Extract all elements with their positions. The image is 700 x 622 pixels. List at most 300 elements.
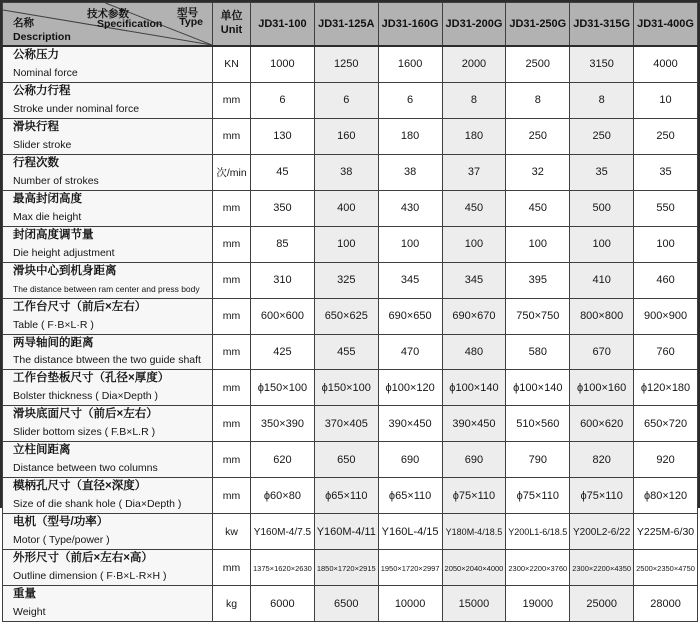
spec-cell: [442, 478, 506, 514]
row-label-zh: 外形尺寸（前后×左右×高）: [13, 552, 153, 565]
spec-value: 370×405: [324, 417, 368, 430]
spec-cell: [634, 514, 698, 550]
spec-cell: [378, 478, 442, 514]
spec-cell: [442, 550, 506, 586]
spec-cell: [442, 190, 506, 226]
spec-value: 32: [531, 166, 544, 179]
row-label: [3, 82, 213, 118]
spec-value: 38: [340, 166, 353, 179]
table-row: [3, 478, 698, 514]
spec-value: 310: [273, 274, 292, 287]
table-row: [3, 46, 698, 82]
row-label-en: Bolster thickness ( Dia×Depth ): [13, 390, 159, 403]
spec-value: 920: [656, 453, 675, 466]
table-row: [3, 262, 698, 298]
row-label: [3, 370, 213, 406]
row-label-zh: 两导轴间的距离: [13, 336, 94, 349]
spec-value: 160: [337, 130, 356, 143]
spec-value: 390×450: [452, 417, 496, 430]
spec-value: 580: [528, 345, 547, 358]
spec-value: 1600: [397, 58, 423, 71]
unit-value: mm: [222, 310, 241, 323]
spec-cell: [314, 370, 378, 406]
spec-value: 790: [528, 453, 547, 466]
spec-cell: [442, 82, 506, 118]
spec-cell: [570, 586, 634, 622]
spec-cell: [506, 514, 570, 550]
row-label-zh: 公称力行程: [13, 84, 71, 97]
spec-value: 425: [273, 345, 292, 358]
table-row: [3, 82, 698, 118]
spec-cell: [570, 226, 634, 262]
spec-value: ϕ75×110: [580, 489, 623, 502]
row-label-zh: 滑块行程: [13, 120, 59, 133]
row-label: [3, 190, 213, 226]
spec-cell: [570, 190, 634, 226]
table-row: [3, 298, 698, 334]
spec-cell: [378, 46, 442, 82]
spec-value: ϕ150×100: [257, 381, 308, 394]
spec-value: 100: [656, 238, 675, 251]
corner-name-label-zh: 名称: [13, 17, 34, 29]
spec-value: 670: [592, 345, 611, 358]
spec-value: 1850×1720×2915: [316, 563, 376, 573]
spec-cell: [634, 46, 698, 82]
spec-cell: [634, 298, 698, 334]
table-row: [3, 514, 698, 550]
row-label: [3, 550, 213, 586]
row-label-en: Size of die shank hole ( Dia×Depth ): [13, 498, 182, 511]
spec-value: Y180M-4/18.5: [445, 526, 503, 537]
spec-value: 550: [656, 202, 675, 215]
spec-value: 45: [276, 166, 289, 179]
unit-header-zh: 单位: [220, 10, 243, 23]
unit-cell: [213, 298, 251, 334]
spec-cell: [378, 406, 442, 442]
spec-value: 690: [400, 453, 420, 466]
unit-cell: [213, 442, 251, 478]
spec-cell: [634, 154, 698, 190]
spec-cell: [634, 226, 698, 262]
spec-value: 900×900: [643, 310, 688, 323]
spec-cell: [506, 406, 570, 442]
spec-value: 85: [276, 238, 289, 251]
unit-header-en: Unit: [220, 24, 243, 36]
row-label-en: Slider bottom sizes ( F.B×L.R ): [13, 426, 156, 439]
column-header-jd31-160g: JD31-160G: [378, 3, 442, 47]
spec-value: Y160M-4/7.5: [253, 526, 312, 538]
table-row: [3, 190, 698, 226]
table-row: [3, 370, 698, 406]
spec-cell: [634, 334, 698, 370]
row-label: [3, 334, 213, 370]
spec-cell: [570, 118, 634, 154]
spec-cell: [378, 550, 442, 586]
spec-cell: [506, 586, 570, 622]
spec-cell: [442, 586, 506, 622]
row-label-en: Die height adjustment: [13, 246, 115, 259]
table-row: [3, 118, 698, 154]
row-label-en: Stroke under nominal force: [13, 102, 140, 115]
spec-value: 100: [528, 238, 547, 251]
spec-cell: [314, 82, 378, 118]
spec-cell: [634, 586, 698, 622]
unit-cell: [213, 82, 251, 118]
spec-cell: [314, 262, 378, 298]
spec-cell: [570, 370, 634, 406]
unit-value: mm: [222, 561, 241, 574]
unit-cell: [213, 334, 251, 370]
spec-value: 650×720: [643, 417, 688, 430]
unit-cell: [213, 370, 251, 406]
unit-cell: [213, 46, 251, 82]
spec-cell: [251, 550, 315, 586]
spec-cell: [314, 46, 378, 82]
unit-value: kw: [225, 525, 238, 538]
spec-cell: [442, 514, 506, 550]
spec-value: 250: [528, 130, 547, 143]
spec-cell: [634, 262, 698, 298]
spec-value: 100: [337, 238, 356, 251]
spec-value: 6500: [334, 597, 359, 610]
spec-value: 28000: [650, 597, 681, 610]
spec-cell: [506, 226, 570, 262]
row-label-en: Slider stroke: [13, 138, 72, 151]
spec-cell: [378, 370, 442, 406]
unit-cell: [213, 118, 251, 154]
spec-value: 325: [337, 274, 356, 287]
spec-cell: [506, 334, 570, 370]
row-label: [3, 118, 213, 154]
spec-cell: [634, 118, 698, 154]
unit-cell: [213, 550, 251, 586]
row-label-zh: 重量: [13, 588, 36, 601]
spec-value: Y200L1-6/18.5: [508, 526, 568, 537]
spec-value: 455: [337, 345, 356, 358]
spec-cell: [314, 154, 378, 190]
row-label-en: Weight: [13, 606, 46, 618]
spec-cell: [314, 190, 378, 226]
unit-value: mm: [222, 417, 241, 430]
column-header-jd31-315g: JD31-315G: [570, 3, 634, 47]
spec-cell: [634, 478, 698, 514]
spec-cell: [442, 442, 506, 478]
spec-cell: [634, 190, 698, 226]
table-row: [3, 406, 698, 442]
spec-value: 690: [464, 453, 484, 466]
spec-value: Y160M-4/11: [316, 525, 376, 538]
spec-cell: [442, 298, 506, 334]
spec-value: 430: [400, 202, 420, 215]
spec-cell: [314, 334, 378, 370]
spec-cell: [506, 82, 570, 118]
row-label-en: The distance btween the two guide shaft: [13, 354, 201, 367]
spec-cell: [378, 154, 442, 190]
row-label: [3, 298, 213, 334]
spec-cell: [314, 550, 378, 586]
spec-cell: [570, 334, 634, 370]
unit-cell: [213, 514, 251, 550]
spec-cell: [251, 478, 315, 514]
spec-value: 2500×2350×4750: [636, 563, 695, 573]
spec-value: 1375×1620×2630: [253, 563, 312, 573]
column-header-jd31-200g: JD31-200G: [442, 3, 506, 47]
spec-value: 510×560: [516, 417, 560, 430]
spec-cell: [378, 334, 442, 370]
row-label-en: Nominal force: [13, 66, 78, 79]
spec-cell: [251, 298, 315, 334]
spec-value: 800×800: [580, 310, 624, 323]
spec-cell: [314, 226, 378, 262]
spec-value: 6: [279, 94, 286, 107]
spec-value: 820: [592, 453, 611, 466]
spec-cell: [251, 262, 315, 298]
row-label: [3, 442, 213, 478]
spec-value: 3150: [589, 58, 614, 71]
spec-cell: [570, 46, 634, 82]
unit-value: mm: [222, 345, 241, 358]
unit-value: mm: [222, 489, 241, 502]
spec-value: 38: [403, 166, 417, 179]
spec-cell: [251, 82, 315, 118]
unit-value: mm: [222, 453, 241, 466]
spec-cell: [570, 478, 634, 514]
row-label-zh: 封闭高度调节量: [13, 228, 94, 241]
spec-value: 2050×2040×4000: [444, 563, 504, 573]
spec-value: 2000: [461, 58, 487, 71]
spec-value: 480: [464, 345, 484, 358]
spec-value: 690×650: [388, 310, 432, 323]
spec-value: 390×450: [388, 417, 432, 430]
row-label: [3, 226, 213, 262]
spec-cell: [442, 118, 506, 154]
spec-cell: [506, 478, 570, 514]
spec-cell: [314, 118, 378, 154]
spec-cell: [634, 550, 698, 586]
spec-value: 4000: [653, 58, 678, 71]
spec-value: 19000: [522, 597, 554, 610]
spec-cell: [378, 514, 442, 550]
spec-value: Y160L-4/15: [381, 525, 439, 538]
spec-cell: [314, 442, 378, 478]
spec-value: 8: [534, 94, 541, 107]
table-row: [3, 586, 698, 622]
spec-cell: [506, 46, 570, 82]
spec-value: 8: [470, 94, 478, 107]
spec-value: 100: [400, 238, 420, 251]
spec-value: 100: [464, 238, 484, 251]
spec-cell: [506, 370, 570, 406]
spec-cell: [314, 298, 378, 334]
spec-value: ϕ100×120: [385, 381, 435, 394]
spec-value: ϕ65×110: [325, 489, 368, 502]
row-label-en: Max die height: [13, 210, 82, 223]
spec-cell: [378, 298, 442, 334]
spec-cell: [506, 550, 570, 586]
row-label-en: Outline dimension ( F·B×L·R×H ): [13, 570, 167, 583]
row-label: [3, 478, 213, 514]
row-label-en: Table ( F·B×L·R ): [13, 318, 94, 331]
spec-value: ϕ100×140: [449, 381, 499, 394]
spec-cell: [251, 370, 315, 406]
spec-value: 620: [273, 453, 292, 466]
row-label-zh: 行程次数: [13, 156, 59, 169]
spec-value: 130: [273, 130, 292, 143]
row-label-zh: 公称压力: [13, 49, 59, 61]
row-label-zh: 最高封闭高度: [13, 192, 82, 205]
spec-cell: [251, 154, 315, 190]
row-label-zh: 滑块中心到机身距离: [13, 264, 117, 277]
spec-value: 345: [400, 274, 420, 287]
spec-value: 410: [592, 274, 611, 287]
row-label: [3, 262, 213, 298]
spec-cell: [570, 406, 634, 442]
spec-cell: [570, 298, 634, 334]
unit-cell: [213, 586, 251, 622]
spec-value: 25000: [586, 597, 617, 610]
spec-value: 2300×2200×4350: [572, 563, 632, 573]
spec-cell: [570, 514, 634, 550]
spec-cell: [251, 190, 315, 226]
unit-column-header: [213, 3, 251, 47]
spec-cell: [251, 514, 315, 550]
spec-cell: [442, 262, 506, 298]
corner-type-label-zh: 型号: [177, 7, 198, 19]
spec-cell: [570, 154, 634, 190]
spec-value: 350×390: [260, 417, 304, 430]
table-row: [3, 550, 698, 586]
spec-cell: [378, 226, 442, 262]
row-label: [3, 154, 213, 190]
unit-cell: [213, 262, 251, 298]
spec-value: Y200L2-6/22: [573, 526, 631, 538]
spec-value: 395: [528, 274, 547, 287]
corner-type-label-en: Type: [179, 16, 203, 28]
spec-value: ϕ100×160: [576, 381, 627, 394]
spec-value: 500: [592, 202, 611, 215]
spec-cell: [570, 550, 634, 586]
row-label-en: Number of strokes: [13, 174, 99, 187]
spec-value: ϕ65×110: [388, 489, 432, 502]
row-label: [3, 406, 213, 442]
spec-value: 400: [337, 202, 356, 215]
spec-value: Y225M-6/30: [636, 525, 695, 538]
row-label-zh: 模柄孔尺寸（直径×深度）: [13, 480, 147, 493]
table-row: [3, 442, 698, 478]
spec-value: ϕ60×80: [263, 489, 301, 502]
spec-cell: [314, 586, 378, 622]
spec-value: ϕ120×180: [640, 381, 691, 394]
unit-cell: [213, 154, 251, 190]
spec-cell: [378, 586, 442, 622]
spec-cell: [506, 442, 570, 478]
spec-value: 600×620: [580, 417, 624, 430]
spec-value: 345: [464, 274, 484, 287]
spec-cell: [634, 82, 698, 118]
table-row: [3, 226, 698, 262]
spec-cell: [442, 406, 506, 442]
unit-value: mm: [222, 381, 241, 394]
spec-value: 350: [273, 202, 292, 215]
spec-cell: [570, 82, 634, 118]
unit-cell: [213, 478, 251, 514]
spec-cell: [378, 442, 442, 478]
table-row: [3, 154, 698, 190]
spec-value: ϕ150×100: [321, 381, 371, 394]
row-label-zh: 工作台垫板尺寸（孔径×厚度）: [13, 372, 170, 385]
column-header-jd31-125a: JD31-125A: [314, 3, 378, 47]
unit-value: mm: [222, 202, 241, 215]
corner-spec-label-zh: 技术参数: [87, 8, 129, 20]
row-label-en: Distance between two columns: [13, 462, 158, 475]
spec-cell: [251, 442, 315, 478]
unit-value: mm: [222, 238, 241, 251]
spec-cell: [378, 118, 442, 154]
row-label-en: Motor ( Type/power ): [13, 534, 110, 547]
spec-cell: [442, 334, 506, 370]
spec-value: 2300×2200×3760: [508, 563, 568, 573]
spec-value: ϕ100×140: [513, 381, 563, 394]
spec-value: 250: [656, 130, 675, 143]
row-label-en: The distance between ram center and press body: [13, 283, 200, 294]
spec-value: 750×750: [516, 310, 560, 323]
spec-cell: [634, 406, 698, 442]
unit-value: mm: [222, 130, 241, 143]
unit-value: kg: [225, 597, 238, 610]
spec-value: 35: [595, 166, 608, 179]
column-header-jd31-100: JD31-100: [251, 3, 315, 47]
table-row: [3, 334, 698, 370]
spec-value: 6: [407, 94, 414, 107]
spec-cell: [506, 298, 570, 334]
spec-cell: [251, 334, 315, 370]
spec-value: 650: [337, 453, 356, 466]
row-label-zh: 工作台尺寸（前后×左右）: [13, 300, 147, 313]
unit-cell: [213, 406, 251, 442]
spec-cell: [442, 46, 506, 82]
spec-cell: [251, 406, 315, 442]
row-label: [3, 514, 213, 550]
row-label: [3, 46, 213, 82]
spec-value: ϕ75×110: [452, 489, 496, 502]
spec-value: 250: [592, 130, 611, 143]
spec-cell: [442, 370, 506, 406]
spec-cell: [251, 118, 315, 154]
spec-value: 690×670: [452, 310, 496, 323]
row-label-zh: 电机（型号/功率）: [13, 516, 109, 529]
spec-cell: [378, 262, 442, 298]
spec-value: 6: [343, 94, 350, 107]
column-header-jd31-400g: JD31-400G: [634, 3, 698, 47]
unit-cell: [213, 226, 251, 262]
spec-cell: [314, 514, 378, 550]
spec-value: 10000: [394, 597, 426, 610]
spec-value: 470: [400, 345, 420, 358]
spec-value: 450: [528, 202, 547, 215]
spec-value: 35: [659, 166, 672, 179]
spec-value: 8: [598, 94, 605, 107]
row-label-zh: 立柱间距离: [13, 444, 71, 457]
corner-name-label-en: Description: [13, 31, 71, 43]
spec-value: ϕ75×110: [516, 489, 559, 502]
spec-value: 450: [464, 202, 484, 215]
spec-value: 760: [656, 345, 675, 358]
spec-cell: [634, 370, 698, 406]
spec-cell: [506, 190, 570, 226]
spec-cell: [251, 586, 315, 622]
spec-table: [2, 2, 698, 622]
spec-value: 1000: [270, 58, 295, 71]
